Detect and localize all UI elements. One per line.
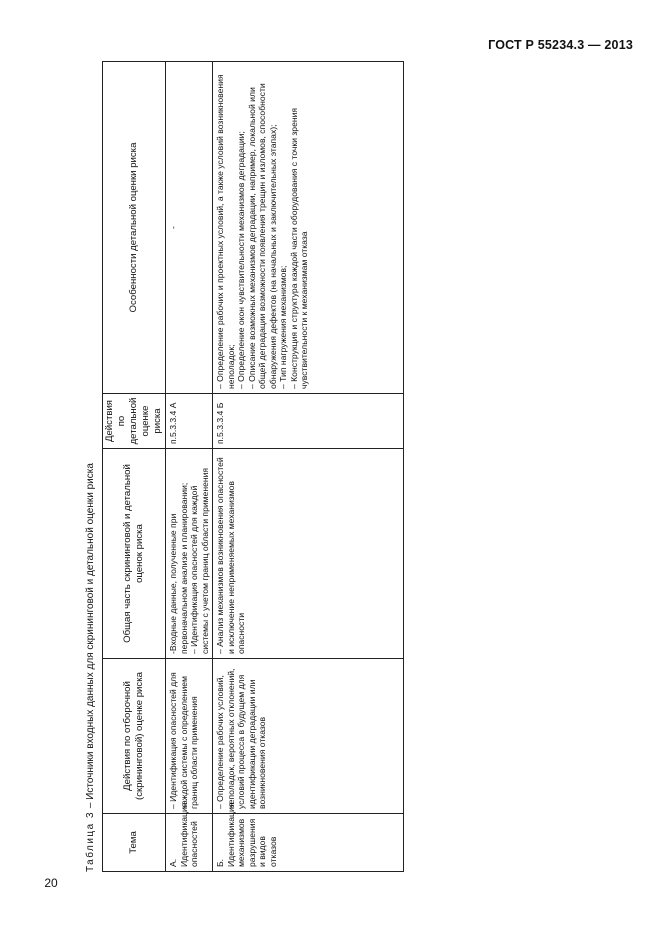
cell-line: -Входные данные, полученные при первоначальном анализе и планировании;: [168, 482, 189, 654]
cell-line: – Определение рабочих условий, неполадок, вероятных отклонений, условий процесса в будущем для идентификации деградации или возникновения отказов: [215, 668, 267, 809]
column-header-features: Особенности детальной оценки риска: [103, 62, 166, 394]
cell-line: – Анализ механизмов возникновения опасностей и исключение неприменяемых механизмов опасности: [215, 457, 246, 654]
data-table: [102, 61, 404, 872]
cell-line: – Тип нагружения механизмов;: [278, 265, 288, 389]
table-row: [213, 62, 404, 872]
document-id: ГОСТ Р 55234.3 — 2013: [488, 38, 633, 52]
column-header-common: Общая часть скрининговой и детальной оценок риска: [103, 449, 166, 659]
page-number: 20: [44, 876, 58, 890]
cell-screening: [213, 659, 404, 814]
cell-common: [166, 449, 213, 659]
cell-line: – Описание возможных механизмов деградации, например, локальной или общей деградации возможности появления трещин и изломов, способности обнаружения дефектов (на начальных и заключительных этапах);: [246, 83, 278, 389]
cell-line: – Определение рабочих и проектных условий, а также условий возникновения неполадок;: [215, 74, 236, 389]
cell-topic: А. Идентификация опасностей: [166, 814, 213, 872]
table-caption: [82, 62, 100, 872]
table-row: [166, 62, 213, 872]
table-caption-label: Таблица 3: [85, 810, 96, 872]
cell-common: [213, 449, 404, 659]
table-caption-text: – Источники входных данных для скрининговой и детальной оценки риска: [85, 463, 96, 811]
column-header-screening: Действия по отборочной (скрининговой) оценке риска: [103, 659, 166, 814]
cell-line: – Идентификация опасностей для каждой системы с определением границ области применения: [168, 672, 199, 809]
cell-line: – Определение окон чувствительности механизмов деградации;: [236, 131, 246, 389]
cell-features: [166, 62, 213, 394]
cell-detailed-action: п.5.3.3.4 А: [166, 394, 213, 449]
cell-topic: Б. Идентификация механизмов разрушения и видов отказов: [213, 814, 404, 872]
cell-features: [213, 62, 404, 394]
cell-line: – Конструкция и структура каждой части оборудования с точки зрения чувствительности к механизмам отказа: [288, 107, 309, 389]
cell-screening: [166, 659, 213, 814]
cell-line: – Идентификация опасностей для каждой системы с учетом границ области применения: [189, 467, 210, 654]
table-header-row: [103, 62, 166, 872]
rotated-table-area: [82, 62, 412, 872]
column-header-topic: Тема: [103, 814, 166, 872]
cell-line: -: [168, 226, 178, 229]
cell-detailed-action: п.5.3.3.4 Б: [213, 394, 404, 449]
column-header-detailed-action: Действия по детальной оценке риска: [103, 394, 166, 449]
